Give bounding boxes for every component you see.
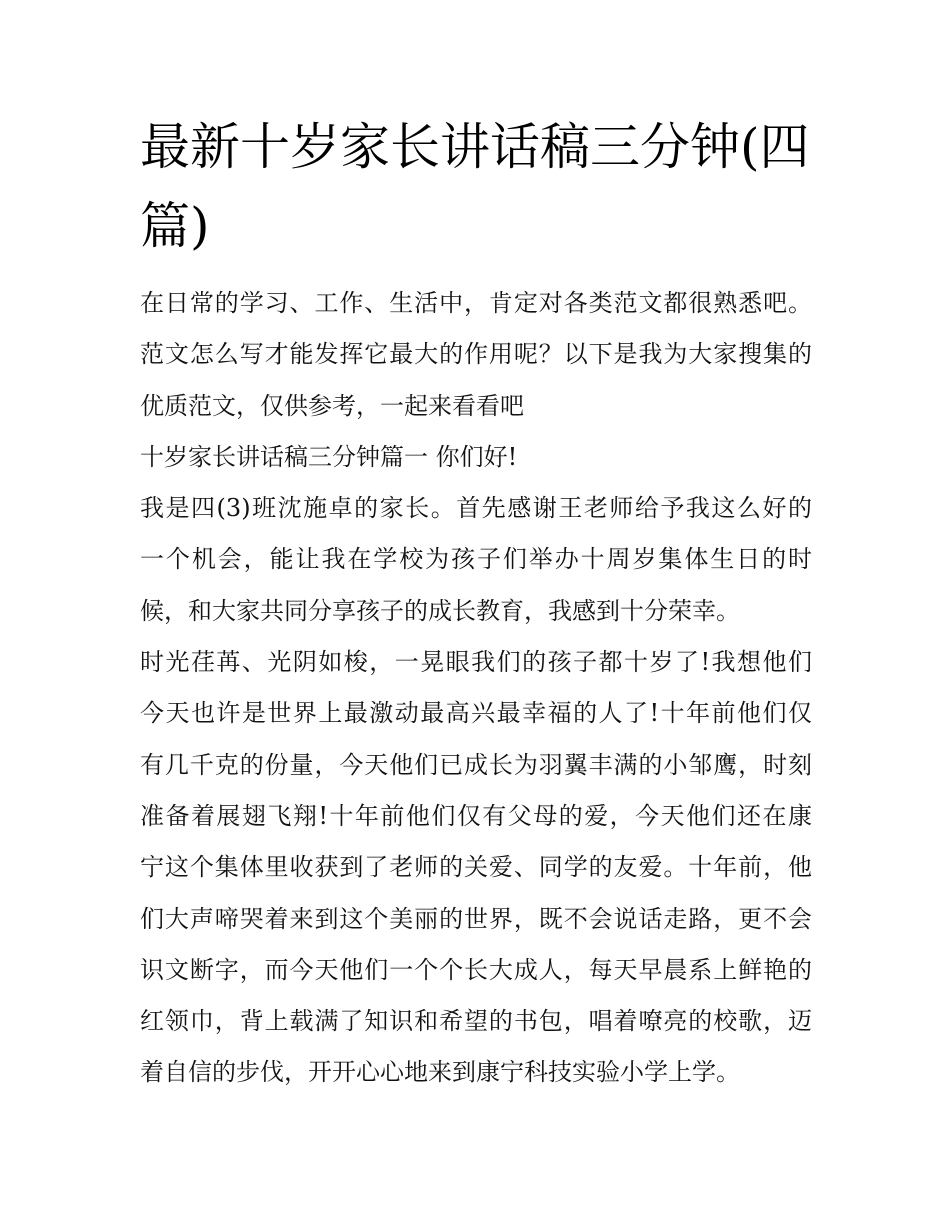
paragraph-line: 宁这个集体里收获到了老师的关爱、同学的友爱。十年前，他 (140, 853, 812, 882)
paragraph-line: 一个机会，能让我在学校为孩子们举办十周岁集体生日的时 (140, 545, 812, 574)
paragraph-line: 今天也许是世界上最激动最高兴最幸福的人了!十年前他们仅 (140, 699, 812, 728)
document-body (140, 278, 812, 1099)
paragraph-line: 识文断字，而今天他们一个个长大成人，每天早晨系上鲜艳的 (140, 955, 812, 984)
paragraph-line: 时光荏苒、光阴如梭，一晃眼我们的孩子都十岁了!我想他们 (140, 648, 812, 677)
document-page (140, 108, 812, 1099)
paragraph-line: 我是四(3)班沈施卓的家长。首先感谢王老师给予我这么好的 (140, 494, 812, 523)
title-line: 最新十岁家长讲话稿三分钟(四 (140, 118, 810, 176)
intro-line: 范文怎么写才能发挥它最大的作用呢？以下是我为大家搜集的 (140, 340, 812, 369)
paragraph-line: 红领巾，背上载满了知识和希望的书包，唱着嘹亮的校歌，迈 (140, 1007, 812, 1036)
paragraph-line: 准备着展翅飞翔!十年前他们仅有父母的爱，今天他们还在康 (140, 801, 812, 830)
paragraph-line: 们大声啼哭着来到这个美丽的世界，既不会说话走路，更不会 (140, 904, 812, 933)
document-title (140, 108, 812, 266)
section-heading: 十岁家长讲话稿三分钟篇一 你们好! (140, 442, 518, 471)
intro-line: 在日常的学习、工作、生活中，肯定对各类范文都很熟悉吧。 (140, 289, 812, 317)
intro-line: 优质范文，仅供参考，一起来看看吧 (140, 391, 524, 420)
paragraph-line: 着自信的步伐，开开心心地来到康宁科技实验小学上学。 (140, 1058, 740, 1087)
title-line: 篇) (140, 197, 210, 255)
paragraph-line: 有几千克的份量，今天他们已成长为羽翼丰满的小邹鹰，时刻 (140, 750, 812, 779)
paragraph-line: 候，和大家共同分享孩子的成长教育，我感到十分荣幸。 (140, 596, 740, 625)
